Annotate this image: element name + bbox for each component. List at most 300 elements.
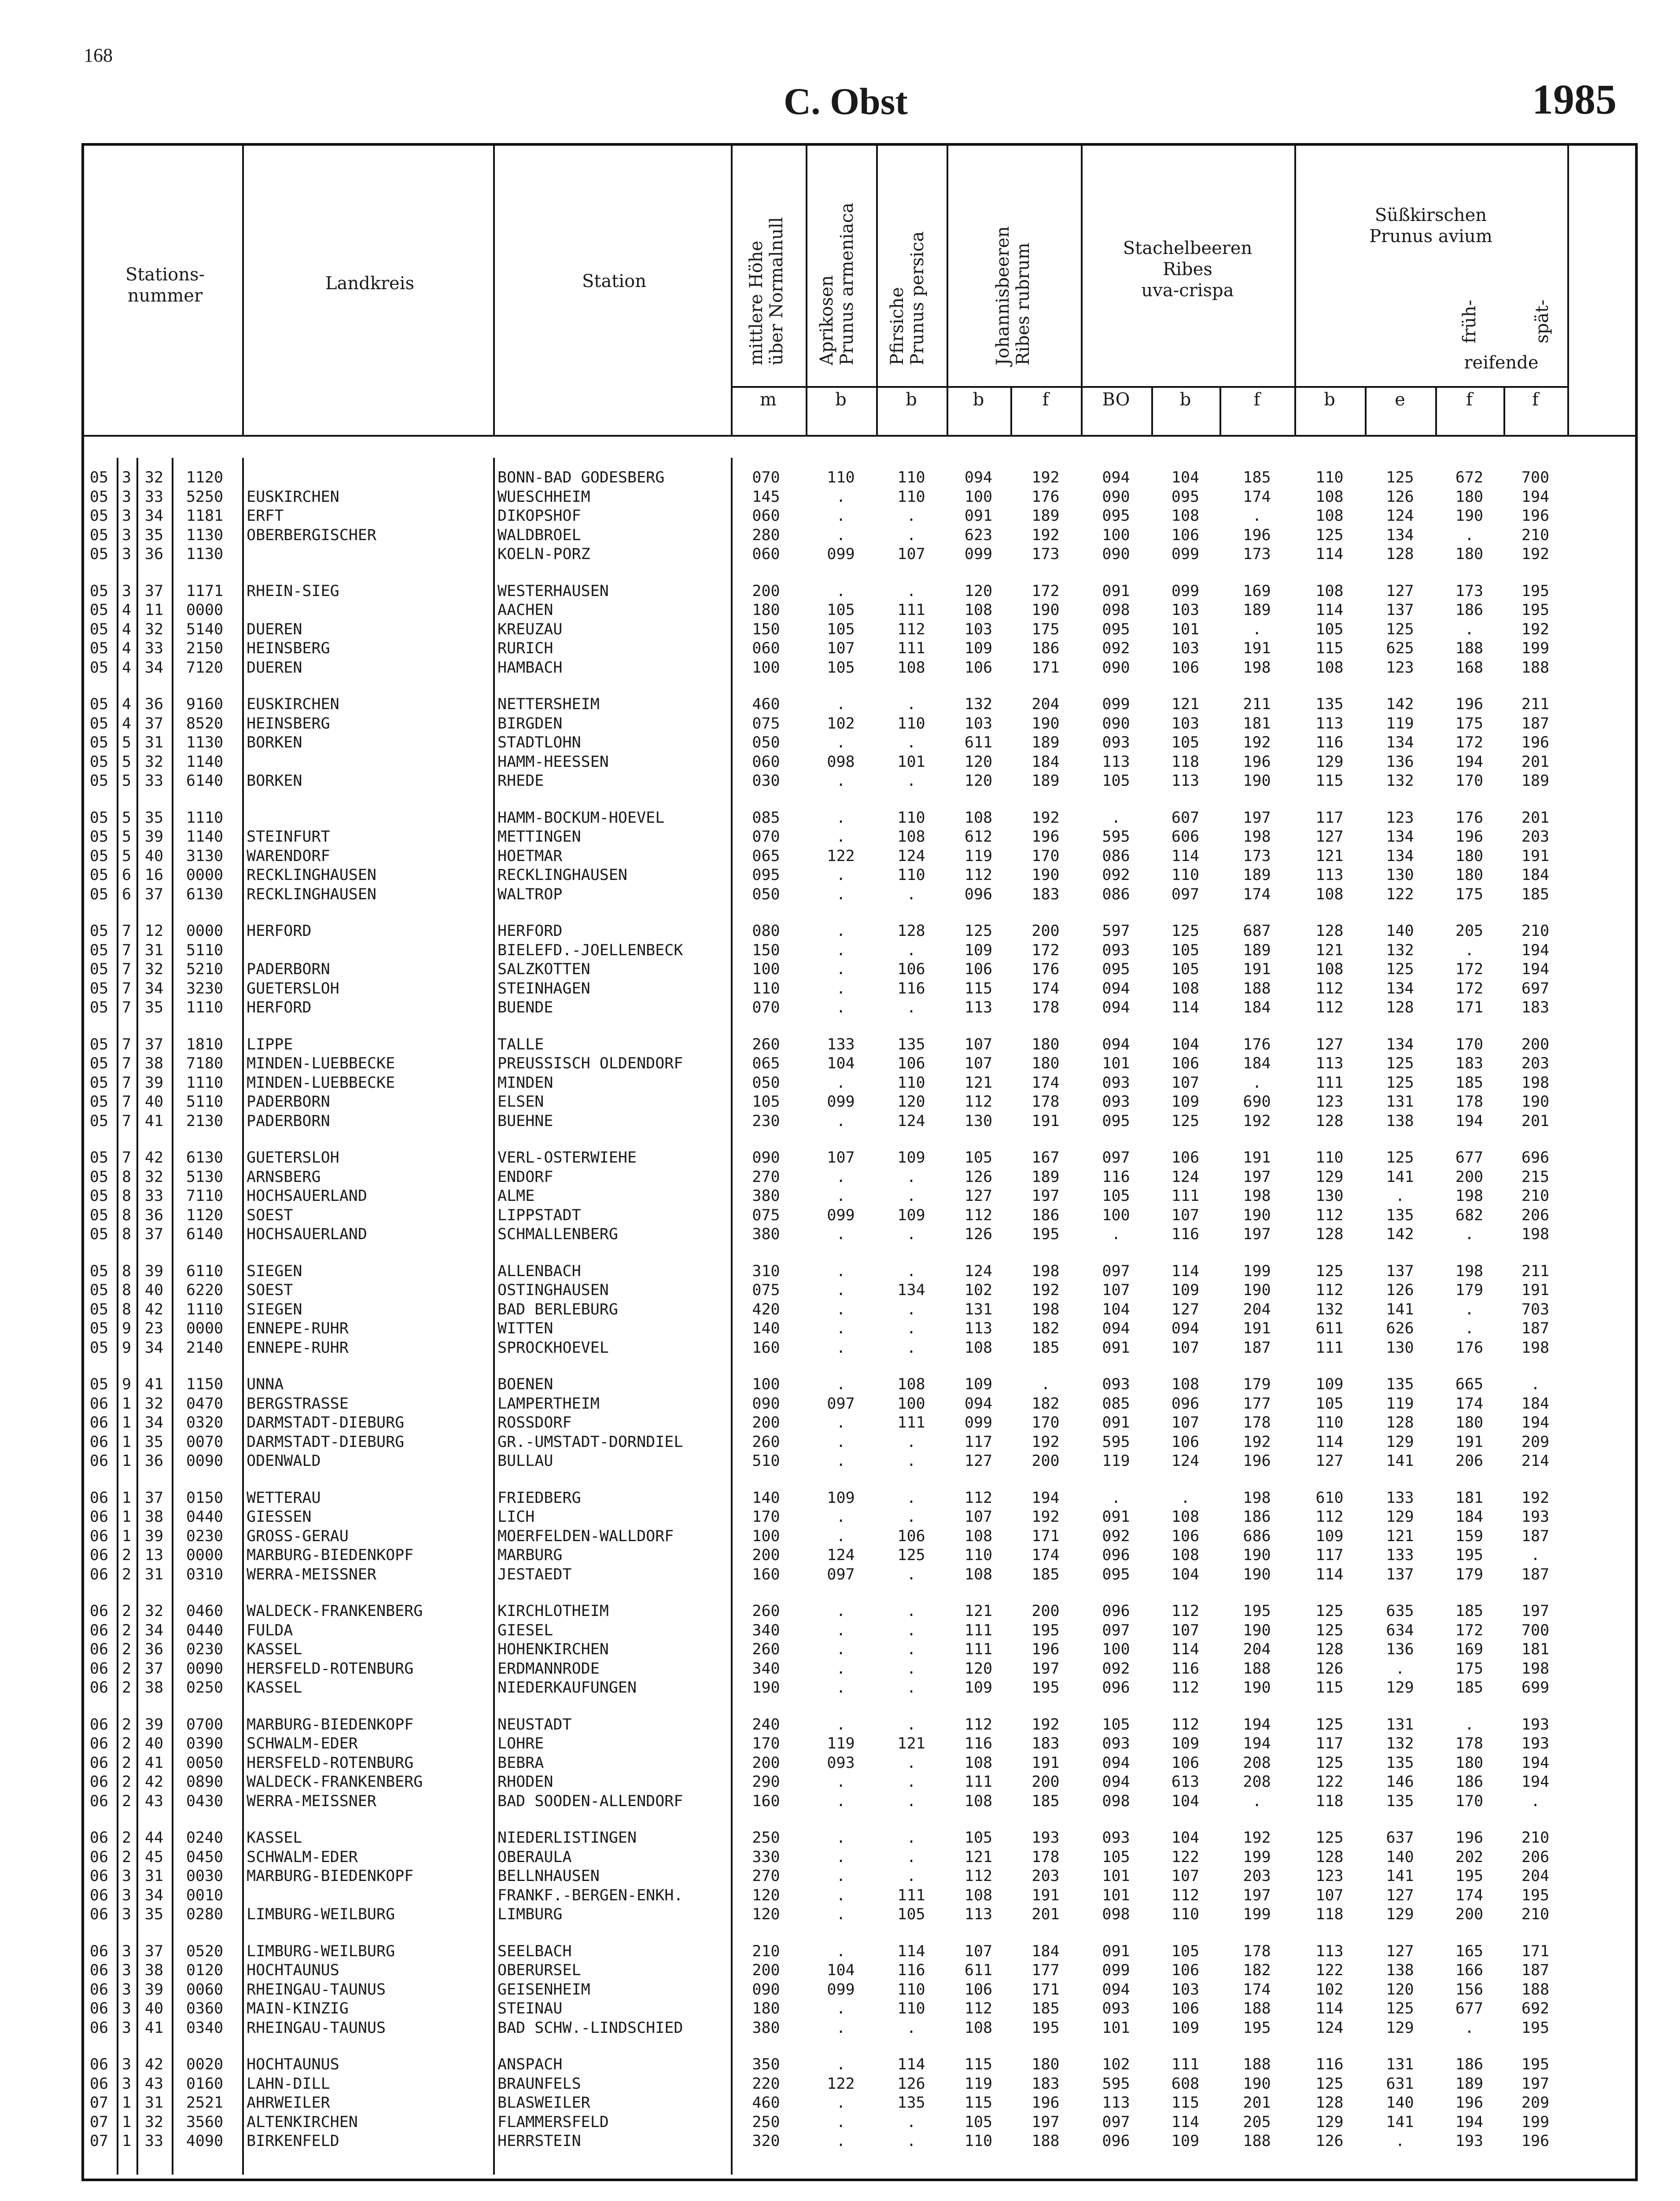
table-cell: 111	[1315, 1074, 1344, 1092]
unit-kirsch-e: e	[1395, 390, 1405, 410]
table-cell: .	[836, 999, 846, 1016]
row-divider-v	[242, 458, 244, 2175]
table-cell: 197	[1521, 2075, 1550, 2093]
table-cell: MARBURG-BIEDENKOPF	[247, 1546, 414, 1564]
table-cell: 37	[144, 1942, 164, 1960]
table-cell: 32	[144, 1395, 164, 1413]
table-cell: 190	[1243, 2075, 1271, 2093]
table-cell: 05	[89, 696, 109, 713]
table-cell: 188	[1032, 2132, 1060, 2150]
table-cell: 34	[144, 507, 164, 525]
table-cell: 4	[122, 659, 132, 677]
table-cell: SEELBACH	[497, 1942, 572, 1960]
table-cell: 187	[1521, 1962, 1550, 1979]
table-cell: .	[836, 1715, 846, 1734]
table-cell: 178	[1243, 1942, 1271, 1960]
table-cell: 200	[1032, 922, 1060, 940]
table-cell: 178	[1455, 1735, 1484, 1752]
table-cell: 105	[964, 1829, 993, 1847]
table-cell: HERFORD	[247, 999, 312, 1016]
table-cell: 119	[1386, 1395, 1414, 1413]
table-cell: .	[906, 1754, 916, 1772]
table-cell: 117	[964, 1433, 993, 1451]
table-cell: LIMBURG-WEILBURG	[247, 1906, 395, 1923]
table-cell: 129	[1315, 753, 1344, 771]
table-cell: 133	[827, 1035, 855, 1053]
table-cell: 128	[1315, 1848, 1344, 1866]
table-cell: 0470	[186, 1395, 224, 1413]
table-cell: 192	[1521, 1489, 1550, 1507]
table-cell: 191	[1521, 1281, 1550, 1299]
table-cell: 109	[827, 1489, 855, 1507]
table-cell: 8520	[186, 714, 224, 732]
table-cell: 105	[827, 601, 855, 619]
table-cell: 127	[1386, 1942, 1414, 1960]
table-cell: HOCHSAUERLAND	[247, 1226, 367, 1243]
table-cell: 1150	[186, 1376, 224, 1393]
table-cell: 131	[964, 1300, 993, 1318]
table-cell: 095	[1171, 488, 1200, 506]
table-cell: 129	[1386, 1508, 1414, 1526]
table-cell: 204	[1032, 696, 1060, 713]
table-cell: 3	[122, 1886, 132, 1904]
table-cell: 2130	[186, 1112, 224, 1130]
table-cell: RURICH	[497, 640, 553, 657]
table-cell: RHEINGAU-TAUNUS	[247, 2019, 386, 2037]
table-cell: 201	[1521, 1112, 1550, 1130]
table-cell: 1110	[186, 809, 224, 827]
table-cell: 112	[1171, 1679, 1200, 1697]
table-cell: 112	[964, 1489, 993, 1507]
table-cell: 086	[1102, 885, 1130, 903]
table-cell: 180	[1032, 1055, 1060, 1072]
table-cell: 194	[1243, 1715, 1271, 1734]
table-cell: SOEST	[247, 1281, 293, 1299]
table-cell: 176	[1455, 809, 1484, 827]
table-cell: WALTROP	[497, 885, 563, 903]
table-cell: 181	[1243, 714, 1271, 732]
table-cell: 193	[1032, 1829, 1060, 1847]
table-cell: AACHEN	[497, 601, 553, 619]
table-cell: 140	[1386, 1848, 1414, 1866]
table-cell: 150	[752, 620, 780, 638]
table-cell: 215	[1521, 1168, 1550, 1186]
table-cell: 104	[1171, 1829, 1200, 1847]
table-cell: 203	[1521, 828, 1550, 846]
table-cell: 125	[1386, 620, 1414, 638]
unit-kirsch-b: b	[1324, 390, 1335, 410]
header-suesskirschen: Süßkirschen Prunus avium	[1369, 205, 1492, 247]
table-cell: 135	[1315, 696, 1344, 713]
table-cell: 092	[1102, 1527, 1130, 1545]
table-cell: 108	[1315, 885, 1344, 903]
table-cell: 595	[1102, 828, 1130, 846]
table-cell: 124	[1386, 507, 1414, 525]
table-cell: 097	[827, 1565, 855, 1583]
table-cell: 171	[1032, 659, 1060, 677]
table-cell: 190	[1455, 507, 1484, 525]
table-cell: 105	[1171, 1942, 1200, 1960]
unit-johannis-b: b	[973, 390, 984, 410]
table-cell: HOCHTAUNUS	[247, 2056, 339, 2073]
table-cell: 197	[1243, 1168, 1271, 1186]
table-cell: 112	[1315, 1281, 1344, 1299]
table-cell: 080	[752, 922, 780, 940]
table-cell: 200	[1032, 1773, 1060, 1791]
table-cell: 194	[1521, 1773, 1550, 1791]
table-cell: 108	[1315, 961, 1344, 978]
table-cell: 0030	[186, 1867, 224, 1885]
table-cell: 196	[1455, 1829, 1484, 1847]
table-cell: 0240	[186, 1829, 224, 1847]
table-cell: 103	[964, 714, 993, 732]
table-cell: 1	[122, 2113, 132, 2131]
table-cell: 0150	[186, 1489, 224, 1507]
table-cell: 4090	[186, 2132, 224, 2150]
table-cell: 107	[964, 1508, 993, 1526]
table-cell: 209	[1521, 2094, 1550, 2112]
table-cell: 114	[897, 1942, 925, 1960]
table-cell: 180	[1455, 1414, 1484, 1432]
table-cell: 109	[897, 1206, 925, 1224]
table-cell: 1130	[186, 545, 224, 563]
table-cell: 597	[1102, 922, 1130, 940]
table-cell: 170	[1032, 847, 1060, 865]
table-cell: 094	[1102, 469, 1130, 486]
table-cell: 050	[752, 1074, 780, 1092]
table-cell: 06	[89, 1754, 109, 1772]
table-cell: HEINSBERG	[247, 640, 330, 657]
table-cell: 4	[122, 640, 132, 657]
table-cell: 34	[144, 1339, 164, 1357]
table-cell: SIEGEN	[247, 1262, 302, 1280]
table-cell: 608	[1171, 2075, 1200, 2093]
table-cell: 108	[964, 601, 993, 619]
table-cell: 2	[122, 1773, 132, 1791]
table-cell: 6110	[186, 1262, 224, 1280]
table-cell: 6140	[186, 772, 224, 790]
table-cell: DARMSTADT-DIEBURG	[247, 1433, 405, 1451]
table-cell: BRAUNFELS	[497, 2075, 581, 2093]
table-cell: 4	[122, 696, 132, 713]
table-cell: 1120	[186, 469, 224, 486]
table-cell: 124	[1171, 1168, 1200, 1186]
table-cell: 116	[897, 1962, 925, 1979]
table-cell: STEINAU	[497, 2000, 563, 2017]
table-cell: 098	[827, 753, 855, 771]
table-cell: 635	[1386, 1602, 1414, 1620]
table-cell: HAMM-HEESSEN	[497, 753, 609, 771]
table-cell: 135	[1386, 1792, 1414, 1810]
table-cell: 124	[897, 847, 925, 865]
table-cell: 197	[1243, 1226, 1271, 1243]
table-cell: 05	[89, 847, 109, 865]
table-cell: EUSKIRCHEN	[247, 696, 339, 713]
table-cell: 611	[964, 1962, 993, 1979]
table-cell: .	[836, 2019, 846, 2037]
table-cell: PADERBORN	[247, 961, 330, 978]
table-cell: SALZKOTTEN	[497, 961, 590, 978]
table-cell: .	[836, 1508, 846, 1526]
table-cell: KASSEL	[247, 1679, 302, 1697]
table-cell: .	[1180, 1489, 1190, 1507]
table-cell: WALDBROEL	[497, 526, 581, 544]
table-cell: 195	[1243, 2019, 1271, 2037]
table-cell: 095	[1102, 620, 1130, 638]
table-cell: HERSFELD-ROTENBURG	[247, 1754, 414, 1772]
table-cell: 188	[1455, 640, 1484, 657]
table-cell: 2	[122, 1679, 132, 1697]
table-cell: 06	[89, 1641, 109, 1658]
table-cell: 05	[89, 922, 109, 940]
table-cell: .	[836, 1867, 846, 1885]
table-cell: 106	[964, 961, 993, 978]
table-cell: GIESSEN	[247, 1508, 312, 1526]
table-cell: 114	[1315, 601, 1344, 619]
table-cell: 05	[89, 961, 109, 978]
table-cell: 108	[964, 1792, 993, 1810]
table-cell: .	[836, 488, 846, 506]
table-cell: .	[906, 1602, 916, 1620]
table-cell: 5	[122, 828, 132, 846]
table-cell: 192	[1032, 526, 1060, 544]
table-cell: 184	[1521, 866, 1550, 884]
table-cell: 06	[89, 1792, 109, 1810]
table-cell: 101	[1171, 620, 1200, 638]
table-cell: 05	[89, 1339, 109, 1357]
table-cell: 137	[1386, 1565, 1414, 1583]
table-cell: 191	[1243, 1320, 1271, 1337]
table-cell: .	[1111, 809, 1121, 827]
table-cell: HERFORD	[497, 922, 563, 940]
table-cell: 6220	[186, 1281, 224, 1299]
table-cell: 093	[1102, 2000, 1130, 2017]
table-cell: 099	[1171, 582, 1200, 600]
table-cell: 191	[1243, 961, 1271, 978]
table-cell: 124	[1315, 2019, 1344, 2037]
table-cell: 210	[1521, 526, 1550, 544]
table-cell: 189	[1032, 772, 1060, 790]
table-cell: 109	[1315, 1527, 1344, 1545]
table-cell: 700	[1521, 1621, 1550, 1639]
table-cell: 06	[89, 2019, 109, 2037]
table-cell: 174	[1455, 1395, 1484, 1413]
table-cell: .	[1464, 1320, 1474, 1337]
table-cell: 190	[1521, 1093, 1550, 1111]
unit-stachel-bo: BO	[1102, 390, 1130, 410]
table-cell: 141	[1386, 2113, 1414, 2131]
table-cell: 595	[1102, 2075, 1130, 2093]
table-cell: 31	[144, 1867, 164, 1885]
table-cell: 109	[1315, 1376, 1344, 1393]
table-cell: GEISENHEIM	[497, 1980, 590, 1999]
table-cell: 612	[964, 828, 993, 846]
table-cell: .	[836, 696, 846, 713]
table-cell: .	[836, 2094, 846, 2112]
table-cell: 200	[1455, 1168, 1484, 1186]
table-cell: 41	[144, 1112, 164, 1130]
table-cell: GROSS-GERAU	[247, 1527, 349, 1545]
table-cell: 173	[1243, 847, 1271, 865]
table-cell: 113	[1315, 1055, 1344, 1072]
table-cell: 128	[1386, 999, 1414, 1016]
table-cell: WERRA-MEISSNER	[247, 1565, 377, 1583]
table-cell: 210	[1521, 1829, 1550, 1847]
table-cell: .	[906, 885, 916, 903]
table-cell: 0360	[186, 2000, 224, 2017]
table-cell: 191	[1032, 1112, 1060, 1130]
table-cell: 099	[1102, 1962, 1130, 1979]
table-cell: 1130	[186, 734, 224, 751]
table-cell: 35	[144, 1433, 164, 1451]
table-cell: 177	[1032, 1962, 1060, 1979]
table-cell: 205	[1243, 2113, 1271, 2131]
table-cell: ALLENBACH	[497, 1262, 581, 1280]
table-cell: 186	[1455, 2056, 1484, 2073]
table-cell: 7180	[186, 1055, 224, 1072]
table-cell: 690	[1243, 1093, 1271, 1111]
table-cell: 110	[897, 2000, 925, 2017]
table-cell: 112	[1171, 1886, 1200, 1904]
table-cell: 189	[1032, 734, 1060, 751]
table-cell: .	[906, 1867, 916, 1885]
table-cell: 2	[122, 1565, 132, 1583]
table-cell: 104	[1171, 1565, 1200, 1583]
table-cell: 094	[1102, 999, 1130, 1016]
table-cell: 31	[144, 941, 164, 959]
table-cell: 06	[89, 1565, 109, 1583]
table-cell: 178	[1243, 1414, 1271, 1432]
table-cell: 06	[89, 1735, 109, 1752]
table-cell: 129	[1315, 1168, 1344, 1186]
table-cell: 260	[752, 1035, 780, 1053]
table-cell: 42	[144, 1300, 164, 1318]
table-cell: 214	[1521, 1452, 1550, 1470]
table-cell: 3560	[186, 2113, 224, 2131]
table-cell: 125	[964, 922, 993, 940]
table-cell: 093	[1102, 1074, 1130, 1092]
table-cell: 100	[752, 1376, 780, 1393]
table-cell: 107	[1171, 1867, 1200, 1885]
table-cell: 134	[1386, 526, 1414, 544]
table-cell: 090	[752, 1980, 780, 1999]
table-cell: .	[906, 1262, 916, 1280]
table-cell: 610	[1315, 1489, 1344, 1507]
table-cell: 060	[752, 753, 780, 771]
table-cell: 42	[144, 1773, 164, 1791]
table-cell: 099	[827, 1206, 855, 1224]
table-cell: 40	[144, 2000, 164, 2017]
table-cell: 106	[1171, 659, 1200, 677]
table-cell: 180	[1455, 488, 1484, 506]
row-divider-v	[493, 458, 495, 2175]
table-cell: 091	[1102, 1942, 1130, 1960]
table-cell: 109	[1171, 2132, 1200, 2150]
table-cell: 114	[1315, 2000, 1344, 2017]
table-cell: 06	[89, 1980, 109, 1999]
table-cell: 174	[1032, 979, 1060, 997]
table-cell: 06	[89, 1829, 109, 1847]
table-cell: 5	[122, 847, 132, 865]
table-cell: 201	[1521, 809, 1550, 827]
table-cell: 186	[1455, 601, 1484, 619]
table-cell: 112	[897, 620, 925, 638]
table-cell: 1	[122, 1489, 132, 1507]
table-cell: 3	[122, 1906, 132, 1923]
col-divider	[242, 146, 244, 436]
table-cell: .	[836, 1527, 846, 1545]
table-cell: 126	[1315, 1660, 1344, 1678]
table-cell: 107	[1102, 1281, 1130, 1299]
table-cell: 1	[122, 1508, 132, 1526]
table-cell: 108	[1171, 979, 1200, 997]
table-cell: HOCHSAUERLAND	[247, 1187, 367, 1205]
table-cell: 125	[1386, 2000, 1414, 2017]
table-cell: 06	[89, 1886, 109, 1904]
table-cell: 179	[1243, 1376, 1271, 1393]
table-cell: 183	[1455, 1055, 1484, 1072]
table-cell: 117	[1315, 1735, 1344, 1752]
table-cell: 107	[964, 1942, 993, 1960]
table-cell: 06	[89, 1602, 109, 1620]
table-cell: 703	[1521, 1300, 1550, 1318]
table-cell: 125	[1171, 922, 1200, 940]
table-cell: 090	[752, 1395, 780, 1413]
table-cell: 135	[897, 2094, 925, 2112]
col-divider	[493, 146, 495, 436]
table-cell: ALME	[497, 1187, 535, 1205]
table-cell: 38	[144, 1508, 164, 1526]
table-cell: 178	[1032, 999, 1060, 1016]
table-cell: 37	[144, 1226, 164, 1243]
table-cell: 116	[897, 979, 925, 997]
table-cell: .	[836, 1226, 846, 1243]
table-cell: .	[836, 1376, 846, 1393]
table-cell: 099	[827, 1980, 855, 1999]
table-cell: 06	[89, 1527, 109, 1545]
table-cell: 2	[122, 1792, 132, 1810]
table-cell: 106	[1171, 526, 1200, 544]
table-cell: 108	[897, 1376, 925, 1393]
table-cell: 39	[144, 1527, 164, 1545]
table-cell: 115	[1315, 1679, 1344, 1697]
table-cell: 116	[964, 1735, 993, 1752]
table-cell: PREUSSISCH OLDENDORF	[497, 1055, 683, 1072]
table-cell: 090	[1102, 659, 1130, 677]
table-cell: MOERFELDEN-WALLDORF	[497, 1527, 674, 1545]
table-cell: 175	[1455, 1660, 1484, 1678]
table-cell: 05	[89, 1055, 109, 1072]
table-cell: JESTAEDT	[497, 1565, 572, 1583]
table-cell: 090	[1102, 545, 1130, 563]
table-cell: 114	[1171, 847, 1200, 865]
table-cell: 107	[964, 1055, 993, 1072]
table-cell: 106	[1171, 1149, 1200, 1167]
table-cell: 121	[964, 1074, 993, 1092]
table-cell: .	[906, 1339, 916, 1357]
table-cell: 200	[752, 1546, 780, 1564]
table-cell: 100	[1102, 1206, 1130, 1224]
table-cell: 194	[1455, 2113, 1484, 2131]
table-cell: 625	[1386, 640, 1414, 657]
table-cell: 280	[752, 526, 780, 544]
table-cell: 129	[1386, 2019, 1414, 2037]
table-cell: 106	[897, 1527, 925, 1545]
table-cell: 094	[964, 469, 993, 486]
table-cell: 112	[964, 1206, 993, 1224]
table-cell: 05	[89, 1035, 109, 1053]
table-cell: 1120	[186, 1206, 224, 1224]
